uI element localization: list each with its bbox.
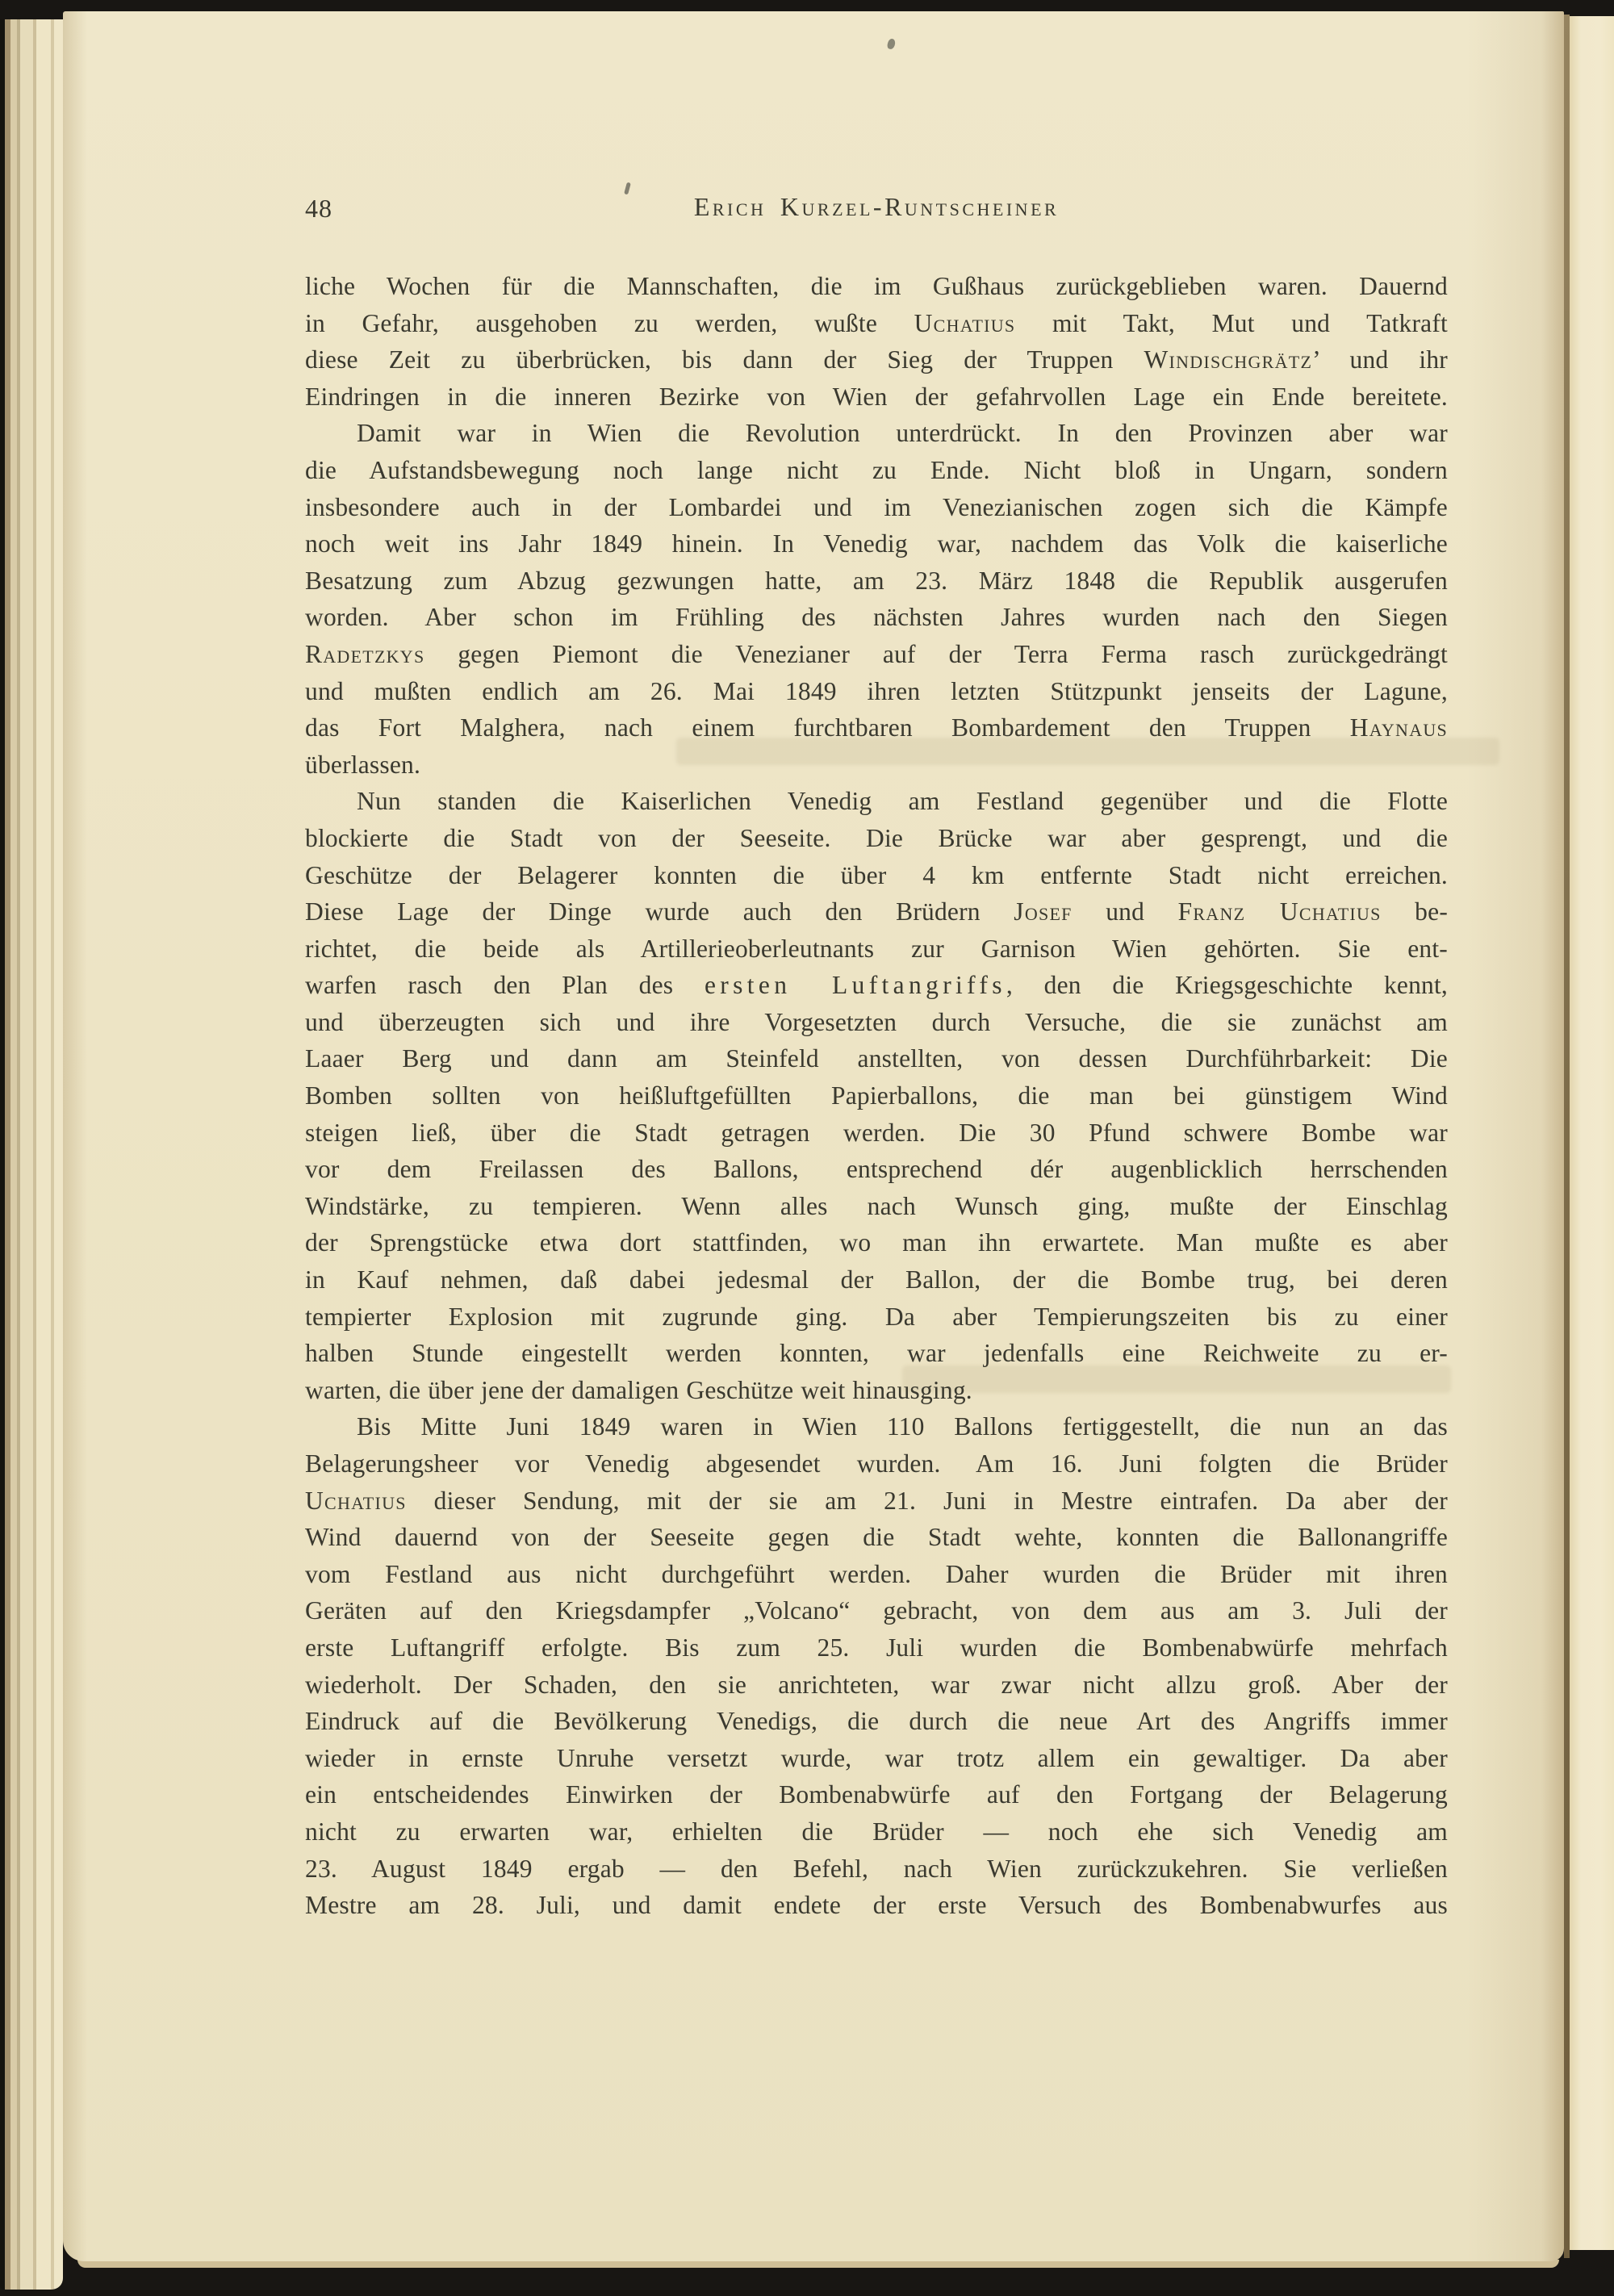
text-segment: Damit war in Wien die Revolution unterdrückt. In den Provinzen aber war — [357, 419, 1448, 448]
book-page — [63, 11, 1564, 2261]
text-segment: Eindruck auf die Bevölkerung Venedigs, die durch die neue Art des Angriffs immer — [305, 1707, 1448, 1736]
text-segment: vor dem Freilassen des Ballons, entsprechend dér augenblicklich herrschenden — [305, 1155, 1448, 1184]
text-segment: vom Festland aus nicht durchgeführt werden. Daher wurden die Brüder mit ihren — [305, 1559, 1448, 1588]
text-line — [305, 1224, 1448, 1261]
text-line — [305, 857, 1448, 894]
text-segment: richtet, die beide als Artillerieoberleutnants zur Garnison Wien gehörten. Sie ent- — [305, 934, 1448, 963]
page-header — [305, 192, 1448, 229]
page-number: 48 — [305, 194, 332, 223]
text-segment: wieder in ernste Unruhe versetzt wurde, war trotz allem ein gewaltiger. Da aber — [305, 1743, 1448, 1772]
text-segment: das Fort Malghera, nach einem furchtbaren Bombardement den Truppen — [305, 713, 1350, 742]
text-line — [305, 1519, 1448, 1556]
text-segment: 23. August 1849 ergab — den Befehl, nach Wien zurückzukehren. Sie verließen — [305, 1854, 1448, 1883]
text-segment: Belagerungsheer vor Venedig abgesendet wurden. Am 16. Juni folgten die Brüder — [305, 1449, 1448, 1478]
text-line — [305, 1040, 1448, 1077]
text-segment: blockierte die Stadt von der Seeseite. Die Brücke war aber gesprengt, und die — [305, 823, 1448, 852]
text-segment: überlassen. — [305, 750, 421, 779]
text-segment: diese Zeit zu überbrücken, bis dann der Sieg der Truppen — [305, 345, 1144, 374]
text-line — [305, 1483, 1448, 1520]
text-segment: insbesondere auch in der Lombardei und im Venezianischen zogen sich die Kämpfe — [305, 492, 1448, 521]
text-segment: in Gefahr, ausgehoben zu werden, wußte — [305, 308, 914, 337]
text-line — [305, 452, 1448, 489]
text-segment: , den die Kriegsgeschichte kennt, — [1006, 971, 1448, 1000]
text-segment: erste Luftangriff erfolgte. Bis zum 25. Juli wurden die Bombenabwürfe mehrfach — [305, 1633, 1448, 1662]
text-line — [305, 415, 1448, 452]
text-line — [305, 1592, 1448, 1629]
text-line — [305, 1740, 1448, 1777]
text-line — [305, 268, 1448, 305]
text-segment: und überzeugten sich und ihre Vorgesetzten durch Versuche, die sie zunächst am — [305, 1007, 1448, 1036]
text-line — [305, 783, 1448, 820]
text-line — [305, 1556, 1448, 1593]
text-line — [305, 893, 1448, 931]
text-segment: worden. Aber schon im Frühling des nächsten Jahres wurden nach den Siegen — [305, 603, 1448, 632]
body-text — [305, 268, 1448, 1924]
text-line — [305, 489, 1448, 526]
text-segment: Wind dauernd von der Seeseite gegen die Stadt wehte, konnten die Ballonangriffe — [305, 1523, 1448, 1552]
page-stack-edges — [0, 19, 63, 2290]
text-line — [305, 967, 1448, 1004]
text-line — [305, 747, 1448, 784]
text-line — [305, 1629, 1448, 1667]
text-line — [305, 1887, 1448, 1924]
text-line — [305, 562, 1448, 600]
text-segment: Geräten auf den Kriegsdampfer „Volcano“ gebracht, von dem aus am 3. Juli der — [305, 1596, 1448, 1625]
text-line — [305, 1261, 1448, 1299]
text-line — [305, 636, 1448, 673]
text-line — [305, 525, 1448, 562]
text-line — [305, 599, 1448, 636]
text-line — [305, 1335, 1448, 1372]
text-line — [305, 305, 1448, 342]
text-segment: Windstärke, zu tempieren. Wenn alles nach Wunsch ging, mußte der Einschlag — [305, 1191, 1448, 1220]
text-segment: dieser Sendung, mit der sie am 21. Juni in Mestre eintrafen. Da aber der — [406, 1486, 1448, 1515]
text-segment: und mußten endlich am 26. Mai 1849 ihren letzten Stützpunkt jenseits der Lagune, — [305, 676, 1448, 705]
smallcaps-name: Haynaus — [1349, 713, 1448, 742]
text-segment: nicht zu erwarten war, erhielten die Brüder — noch ehe sich Venedig am — [305, 1817, 1448, 1846]
text-line — [305, 1408, 1448, 1445]
text-segment: Besatzung zum Abzug gezwungen hatte, am 23. März 1848 die Republik ausgerufen — [305, 566, 1448, 595]
text-segment: halben Stunde eingestellt werden konnten, war jedenfalls eine Reichweite zu er- — [305, 1339, 1448, 1368]
text-line — [305, 1813, 1448, 1851]
text-segment: der Sprengstücke etwa dort stattfinden, wo man ihn erwartete. Man mußte es aber — [305, 1228, 1448, 1257]
text-segment: Eindringen in die inneren Bezirke von Wien der gefahrvollen Lage ein Ende bereitete. — [305, 382, 1448, 411]
running-head: Erich Kurzel-Runtscheiner — [693, 192, 1060, 221]
text-line — [305, 1115, 1448, 1152]
text-segment: noch weit ins Jahr 1849 hinein. In Venedig war, nachdem das Volk die kaiserliche — [305, 529, 1448, 558]
text-line — [305, 1851, 1448, 1888]
text-segment: steigen ließ, über die Stadt getragen werden. Die 30 Pfund schwere Bombe war — [305, 1118, 1448, 1147]
text-segment: Bomben sollten von heißluftgefüllten Papierballons, die man bei günstigem Wind — [305, 1081, 1448, 1110]
text-segment: Mestre am 28. Juli, und damit endete der erste Versuch des Bombenabwurfes aus — [305, 1891, 1448, 1920]
text-segment: Geschütze der Belagerer konnten die über 4 km entfernte Stadt nicht erreichen. — [305, 860, 1448, 889]
text-segment: warten, die über jene der damaligen Geschütze weit hinausging. — [305, 1375, 972, 1404]
text-line — [305, 1667, 1448, 1704]
text-segment: Nun standen die Kaiserlichen Venedig am Festland gegenüber und die Flotte — [357, 787, 1448, 816]
text-line — [305, 1703, 1448, 1740]
text-line — [305, 1776, 1448, 1813]
text-segment: ersten Luftangriffs — [704, 971, 1006, 1000]
text-segment: Laaer Berg und dann am Steinfeld anstellten, von dessen Durchführbarkeit: Die — [305, 1044, 1448, 1073]
text-segment: be- — [1381, 897, 1449, 926]
smallcaps-name: Radetzkys — [305, 639, 425, 668]
smallcaps-name: Franz Uchatius — [1177, 897, 1382, 926]
text-segment: und — [1072, 897, 1178, 926]
text-line — [305, 1299, 1448, 1336]
text-segment: in Kauf nehmen, daß dabei jedesmal der Ballon, der die Bombe trug, bei deren — [305, 1265, 1448, 1294]
text-line — [305, 931, 1448, 968]
text-line — [305, 341, 1448, 378]
text-segment: liche Wochen für die Mannschaften, die im Gußhaus zurückgeblieben waren. Dauernd — [305, 272, 1448, 300]
text-segment: ’ und ihr — [1312, 345, 1448, 374]
adjacent-page-edge — [1570, 16, 1614, 2250]
text-line — [305, 378, 1448, 416]
text-segment: gegen Piemont die Venezianer auf der Terra Ferma rasch zurückgedrängt — [424, 639, 1448, 668]
smallcaps-name: Josef — [1014, 897, 1073, 926]
text-line — [305, 820, 1448, 857]
text-segment: Diese Lage der Dinge wurde auch den Brüdern — [305, 897, 1014, 926]
text-line — [305, 1188, 1448, 1225]
text-line — [305, 673, 1448, 710]
text-line — [305, 1077, 1448, 1115]
smallcaps-name: Uchatius — [305, 1486, 407, 1515]
text-line — [305, 1004, 1448, 1041]
smallcaps-name: Windischgrätz — [1144, 345, 1313, 374]
text-line — [305, 1372, 1448, 1409]
ink-speck — [886, 38, 897, 50]
text-line — [305, 709, 1448, 747]
smallcaps-name: Uchatius — [914, 308, 1016, 337]
text-segment: wiederholt. Der Schaden, den sie anrichteten, war zwar nicht allzu groß. Aber der — [305, 1670, 1448, 1699]
text-line — [305, 1151, 1448, 1188]
text-segment: tempierter Explosion mit zugrunde ging. Da aber Tempierungszeiten bis zu einer — [305, 1302, 1448, 1331]
text-line — [305, 1445, 1448, 1483]
text-segment: ein entscheidendes Einwirken der Bombenabwürfe auf den Fortgang der Belagerung — [305, 1780, 1448, 1809]
text-segment: Bis Mitte Juni 1849 waren in Wien 110 Ballons fertiggestellt, die nun an das — [357, 1412, 1448, 1441]
text-segment: warfen rasch den Plan des — [305, 971, 705, 1000]
text-segment: die Aufstandsbewegung noch lange nicht zu Ende. Nicht bloß in Ungarn, sondern — [305, 455, 1448, 484]
gutter-crease — [1564, 15, 1570, 2258]
text-segment: mit Takt, Mut und Tatkraft — [1015, 308, 1448, 337]
